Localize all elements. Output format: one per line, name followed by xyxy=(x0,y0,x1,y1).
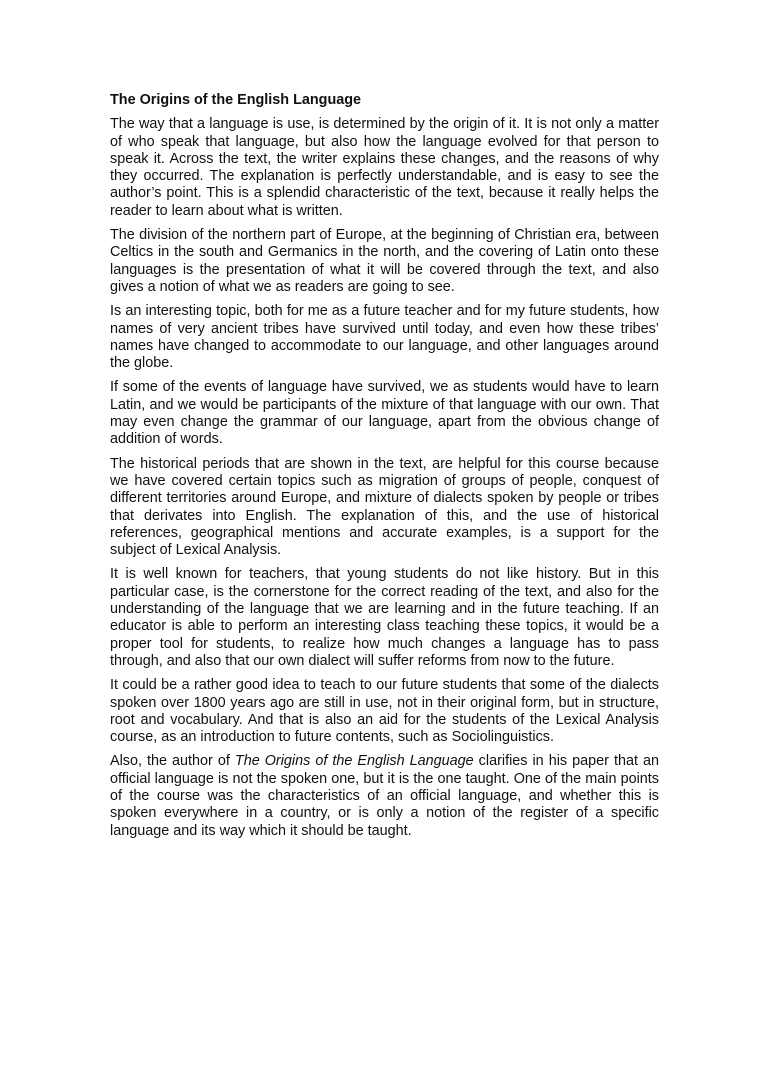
paragraph: Is an interesting topic, both for me as a future teacher and for my future students, how names of very ancient tribes have survived until today, and even how these tribes’ names have changed to accommodate to our language, and other languages around the globe. xyxy=(110,303,659,372)
paragraph: The division of the northern part of Europe, at the beginning of Christian era, between Celtics in the south and Germanics in the north, and the covering of Latin onto these languages is the presentation of what it will be covered through the text, and also gives a notion of what we as readers are going to see. xyxy=(110,227,659,295)
document-body xyxy=(110,92,659,847)
paragraph: The historical periods that are shown in the text, are helpful for this course because we have covered certain topics such as migration of groups of people, conquest of different territories around Europe, and mixture of dialects spoken by people or tribes that derivates into English. The explanation of this, and the use of historical references, geographical mentions and accurate examples, is a support for the subject of Lexical Analysis. xyxy=(110,455,659,559)
paragraph-last-italic-title: The Origins of the English Language xyxy=(234,753,474,770)
paragraph: It could be a rather good idea to teach to our future students that some of the dialects spoken over 1800 years ago are still in use, not in their original form, but in structure, root and vocabulary. And that is also an aid for the students of the Lexical Analysis course, as an introduction to future contents, such as Sociolinguistics. xyxy=(110,677,659,746)
paragraph: The way that a language is use, is determined by the origin of it. It is not only a matter of who speak that language, but also how the language evolved for that person to speak it. Across the text, the writer explains these changes, and the reasons of why they occurred. The explanation is perfectly understandable, and is easy to see the author’s point. This is a splendid characteristic of the text, because it really helps the reader to learn about what is written. xyxy=(110,116,659,219)
paragraph-last-suffix: clarifies in his paper that an official language is not the spoken one, but it is the one taught. One of the main points of the course was the characteristics of an official language, and whether this is spoken everywhere in a country, or is only a notion of the register of a specific language and its way which it should be taught. xyxy=(110,753,659,839)
paragraph: It is well known for teachers, that young students do not like history. But in this particular case, is the cornerstone for the correct reading of the text, and also for the understanding of the language that we are learning and in the future teaching. If an educator is able to perform an interesting class teaching these topics, it would be a proper tool for students, to realize how much changes a language has to pass through, and also that our own dialect will suffer reforms from now to the future. xyxy=(110,566,659,669)
document-title: The Origins of the English Language xyxy=(110,92,362,108)
paragraph: If some of the events of language have survived, we as students would have to learn Latin, and we would be participants of the mixture of that language with our own. That may even change the grammar of our language, apart from the obvious change of addition of words. xyxy=(110,379,659,448)
paragraph-last xyxy=(110,753,659,839)
paragraph-last-prefix: Also, the author of xyxy=(110,753,235,770)
